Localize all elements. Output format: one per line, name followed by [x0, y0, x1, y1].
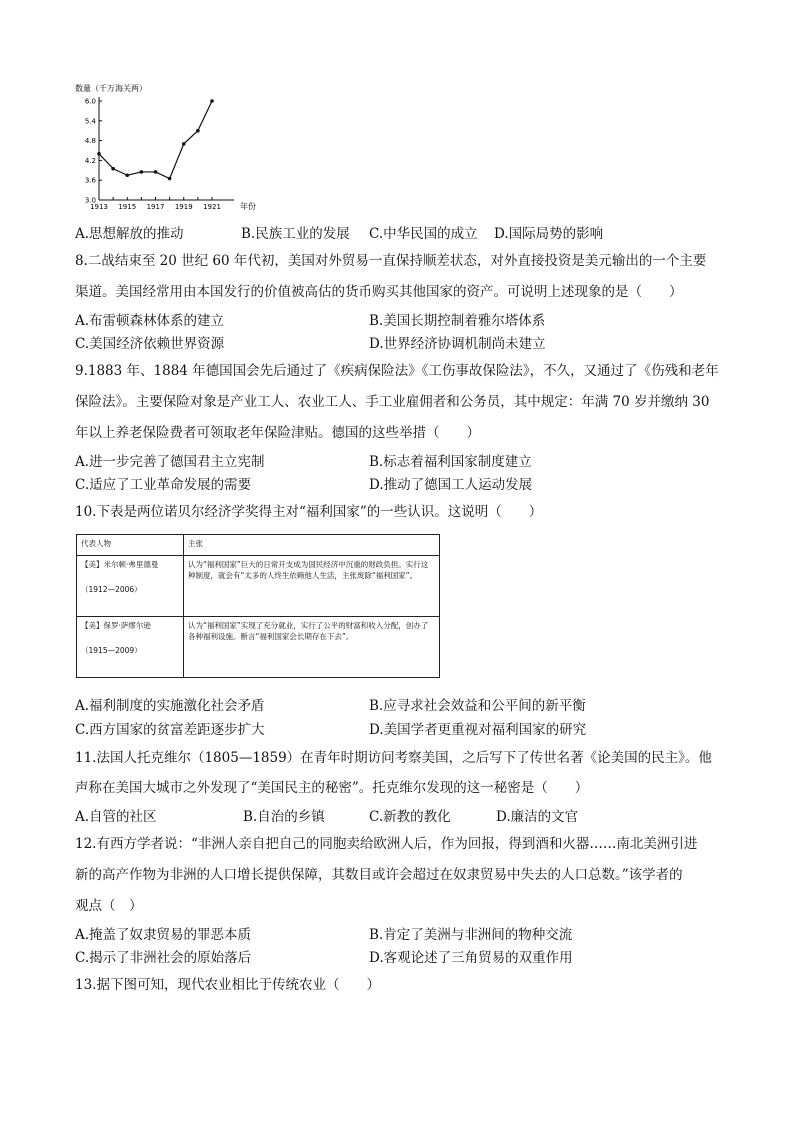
data-point	[196, 129, 200, 133]
q8-stem-line: 渠道。美国经常用由本国发行的价值被高估的货币购买其他国家的资产。可说明上述现象的是（ ）	[75, 284, 683, 300]
q8-option-b[interactable]: B.美国长期控制着雅尔塔体系	[369, 313, 546, 329]
x-tick-label: 1913	[90, 203, 108, 211]
q11-options	[75, 807, 578, 827]
q10-stem: 10.下表是两位诺贝尔经济学奖得主对“福利国家”的一些认识。这说明（ ）	[75, 504, 543, 520]
line-chart	[72, 82, 272, 217]
x-tick-label: 1917	[146, 203, 165, 211]
q9-option-b[interactable]: B.标志着福利国家制度建立	[369, 454, 532, 470]
q10-option-b[interactable]: B.应寻求社会效益和公平间的新平衡	[369, 698, 586, 714]
q12-option-a[interactable]: A.掩盖了奴隶贸易的罪恶本质	[75, 927, 252, 943]
q9-options	[75, 475, 532, 495]
chart-svg	[72, 82, 272, 217]
q12-stem-line: 12.有西方学者说：“非洲人亲自把自己的同胞卖给欧洲人后，作为回报，得到酒和火器……南北美洲引进	[75, 836, 698, 852]
q8-stem-line: 8.二战结束至 20 世纪 60 年代初，美国对外贸易一直保持顺差状态，对外直接投资是美元输出的一个主要	[75, 253, 707, 269]
q8-option-d[interactable]: D.世界经济协调机制尚未建立	[369, 336, 546, 352]
q13-stem: 13.据下图可知，现代农业相比于传统农业（ ）	[75, 977, 380, 993]
x-tick-label: 1919	[174, 203, 193, 211]
y-tick-label: 3.0	[84, 196, 96, 205]
q7-options	[75, 224, 603, 244]
q7-option-d[interactable]: D.国际局势的影响	[494, 226, 604, 242]
table-cell-person	[77, 556, 184, 617]
q9-options	[75, 452, 532, 472]
q10-options	[75, 696, 586, 716]
table-cell-view: 认为“福利国家”巨大的日常开支成为国民经济中沉重的财政负担。实行这种制度，就会有“太多的人终生依赖他人生活，主张废除“福利国家”。	[184, 556, 440, 617]
q7-option-c[interactable]: C.中华民国的成立	[369, 226, 478, 242]
q10-table	[76, 534, 440, 678]
x-tick-label: 1921	[203, 203, 221, 211]
series-line	[99, 101, 212, 179]
q12-option-c[interactable]: C.揭示了非洲社会的原始落后	[75, 950, 252, 966]
q9-stem-line: 9.1883 年、1884 年德国国会先后通过了《疾病保险法》《工伤事故保险法》，不久，又通过了《伤残和老年	[75, 363, 719, 379]
y-tick-label: 3.6	[84, 176, 96, 185]
q12-options	[75, 925, 572, 945]
table-row	[77, 556, 440, 617]
q11-stem-line: 声称在美国大城市之外发现了“美国民主的秘密”。托克维尔发现的这一秘密是（ ）	[75, 780, 589, 796]
table-cell-person	[77, 617, 184, 678]
table-header-person: 代表人物	[77, 535, 184, 556]
chart-series	[97, 99, 214, 180]
data-point	[168, 177, 172, 181]
chart-axes	[99, 97, 234, 200]
q9-option-d[interactable]: D.推动了德国工人运动发展	[369, 477, 533, 493]
y-tick-label: 4.8	[84, 137, 96, 146]
q7-option-a[interactable]: A.思想解放的推动	[75, 226, 184, 242]
q7-option-b[interactable]: B.民族工业的发展	[241, 226, 350, 242]
q9-stem-line: 年以上养老保险费者可领取老年保险津贴。德国的这些举措（ ）	[75, 425, 480, 441]
q10-option-c[interactable]: C.西方国家的贫富差距逐步扩大	[75, 722, 265, 738]
q12-stem-line: 新的高产作物为非洲的人口增长提供保障，其数目或许会超过在奴隶贸易中失去的人口总数。”该学者的	[75, 867, 683, 883]
q8-options	[75, 334, 546, 354]
chart-ticks	[85, 98, 221, 212]
data-point	[154, 170, 158, 174]
y-tick-label: 4.2	[84, 156, 96, 165]
data-point	[111, 167, 115, 171]
person-name: 【美】米尔顿·弗里德曼	[81, 560, 159, 569]
q12-option-b[interactable]: B.肯定了美洲与非洲间的物种交流	[369, 927, 573, 943]
q8-option-a[interactable]: A.布雷顿森林体系的建立	[75, 313, 225, 329]
data-point	[125, 173, 129, 177]
table-header-row	[77, 535, 440, 556]
q11-option-d[interactable]: D.廉洁的文官	[496, 809, 579, 825]
person-years: （1915—2009）	[81, 646, 142, 655]
table-row	[77, 617, 440, 678]
q11-stem-line: 11.法国人托克维尔（1805—1859）在青年时期访问考察美国，之后写下了传世名著《论美国的民主》。他	[75, 750, 712, 766]
data-point	[140, 170, 144, 174]
q9-stem-line: 保险法》。主要保险对象是产业工人、农业工人、手工业雇佣者和公务员，其中规定：年满 70 岁并缴纳 30	[75, 394, 710, 410]
q8-option-c[interactable]: C.美国经济依赖世界资源	[75, 336, 225, 352]
person-years: （1912—2006）	[81, 585, 142, 594]
data-point	[210, 99, 214, 103]
q9-option-a[interactable]: A.进一步完善了德国君主立宪制	[75, 454, 265, 470]
y-axis-title: 数量（千万海关两）	[75, 84, 147, 93]
q9-option-c[interactable]: C.适应了工业革命发展的需要	[75, 477, 252, 493]
q10-option-a[interactable]: A.福利制度的实施激化社会矛盾	[75, 698, 265, 714]
q12-option-d[interactable]: D.客观论述了三角贸易的双重作用	[369, 950, 573, 966]
q8-options	[75, 311, 545, 331]
y-tick-label: 5.4	[84, 117, 96, 126]
q11-option-c[interactable]: C.新教的教化	[369, 809, 451, 825]
q10-options	[75, 720, 586, 740]
q12-options	[75, 948, 573, 968]
q11-option-a[interactable]: A.自管的社区	[75, 809, 157, 825]
q10-option-d[interactable]: D.美国学者更重视对福利国家的研究	[369, 722, 587, 738]
x-tick-label: 1915	[118, 203, 137, 211]
table-cell-view: 认为“福利国家”实现了充分就业，实行了公平的财富和收入分配，创办了各种福利设施。断言“福利国家会长期存在下去”。	[184, 617, 440, 678]
table-header-view: 主张	[184, 535, 440, 556]
y-tick-label: 6.0	[84, 97, 96, 106]
person-name: 【美】保罗·萨缪尔逊	[81, 621, 151, 630]
q11-option-b[interactable]: B.自治的乡镇	[243, 809, 325, 825]
q12-stem-line: 观点（ ）	[75, 898, 143, 914]
x-axis-title: 年份	[240, 202, 256, 211]
data-point	[97, 152, 101, 156]
data-point	[182, 142, 186, 146]
